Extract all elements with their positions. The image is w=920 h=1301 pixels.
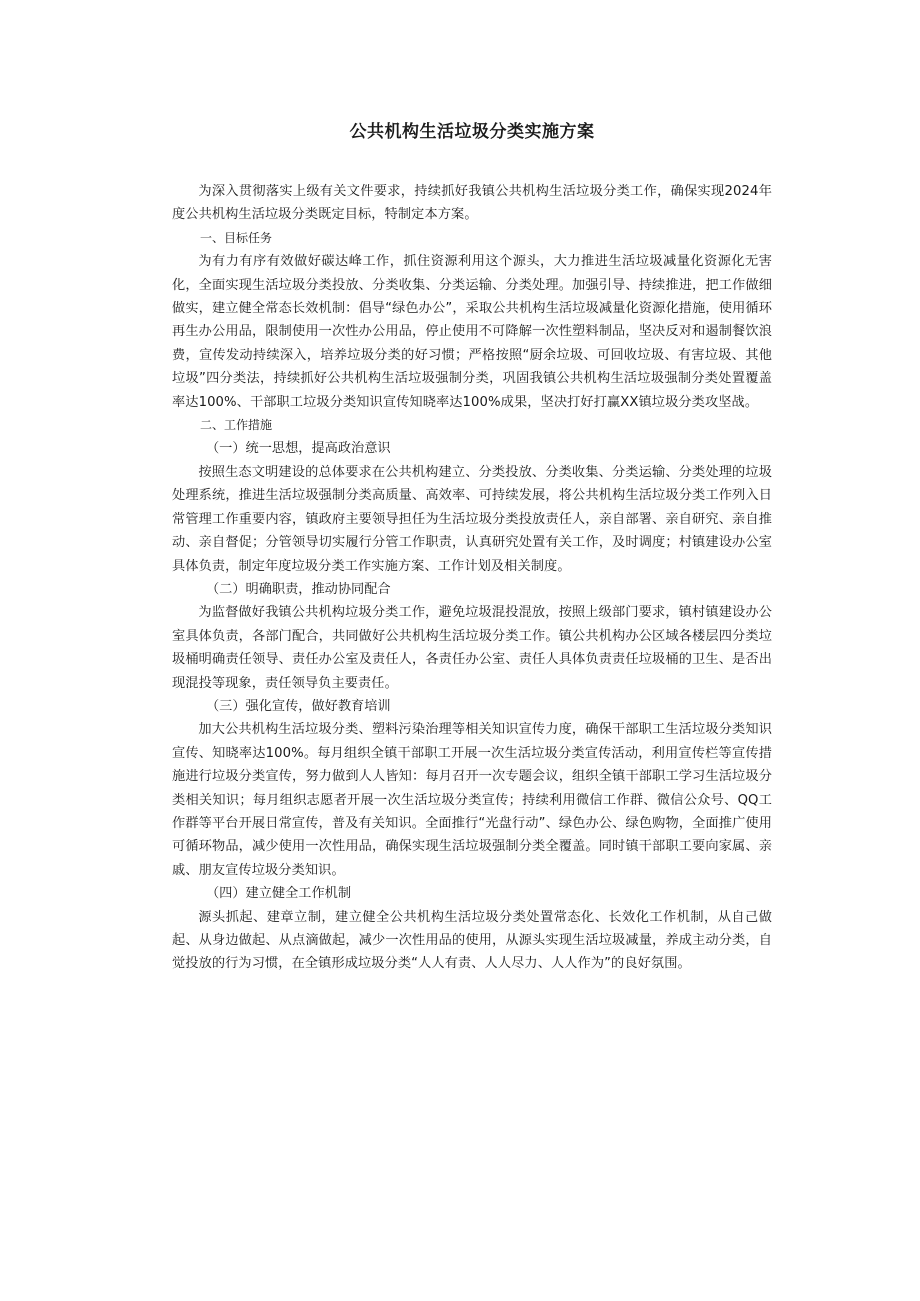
body-work-mechanism: 源头抓起、建章立制，建立健全公共机构生活垃圾分类处置常态化、长效化工作机制，从自己做起、从身边做起、从点滴做起，减少一次性用品的使用，从源头实现生活垃圾减量，养成主动分类，自觉投放的行为习惯，在全镇形成垃圾分类“人人有责、人人尽力、人人作为”的良好氛围。 [172, 909, 772, 972]
body-publicity-training: 加大公共机构生活垃圾分类、塑料污染治理等相关知识宣传力度，确保干部职工生活垃圾分类知识宣传、知晓率达100%。每月组织全镇干部职工开展一次生活垃圾分类宣传活动，利用宣传栏等宣传措施进行垃圾分类宣传，努力做到人人皆知：每月召开一次专题会议，组织全镇干部职工学习生活垃圾分类相关知识；每月组织志愿者开展一次生活垃圾分类宣传；持续利用微信工作群、微信公众号、QQ工作群等平台开展日常宣传，普及有关知识。全面推行“光盘行动”、绿色办公、绿色购物，全面推广使用可循环物品，减少使用一次性用品，确保实现生活垃圾强制分类全覆盖。同时镇干部职工要向家属、亲戚、朋友宣传垃圾分类知识。 [172, 722, 772, 878]
subheading-publicity-training: （三）强化宣传，做好教育培训 [206, 698, 391, 714]
section-heading-measures: 二、工作措施 [200, 418, 273, 433]
section-body-goals: 为有力有序有效做好碳达峰工作，抓住资源利用这个源头，大力推进生活垃圾减量化资源化无害化，全面实现生活垃圾分类投放、分类收集、分类运输、分类处理。加强引导、持续推进，把工作做细做实，建立健全常态长效机制：倡导“绿色办公”，采取公共机构生活垃圾减量化资源化措施，使用循环再生办公用品，限制使用一次性办公用品，停止使用不可降解一次性塑料制品，坚决反对和遏制餐饮浪费，宣传发动持续深入，培养垃圾分类的好习惯；严格按照“厨余垃圾、可回收垃圾、有害垃圾、其他垃圾”四分类法，持续抓好公共机构生活垃圾强制分类，巩固我镇公共机构生活垃圾强制分类处置覆盖率达100%、干部职工垃圾分类知识宣传知晓率达100%成果，坚决打好打赢XX镇垃圾分类攻坚战。 [172, 254, 772, 410]
subheading-unify-thinking: （一）统一思想，提高政治意识 [206, 441, 391, 457]
document-title: 公共机构生活垃圾分类实施方案 [349, 122, 595, 142]
body-clarify-duties: 为监督做好我镇公共机构垃圾分类工作，避免垃圾混投混放，按照上级部门要求，镇村镇建设办公室具体负责，各部门配合，共同做好公共机构生活垃圾分类工作。镇公共机构办公区域各楼层四分类垃圾桶明确责任领导、责任办公室及责任人，各责任办公室、责任人具体负责责任垃圾桶的卫生、是否出现混投等现象，责任领导负主要责任。 [172, 605, 772, 691]
subheading-clarify-duties: （二）明确职责，推动协同配合 [206, 581, 391, 597]
subheading-work-mechanism: （四）建立健全工作机制 [206, 886, 352, 902]
section-heading-goals: 一、目标任务 [200, 230, 273, 245]
document-page [172, 118, 772, 976]
intro-paragraph: 为深入贯彻落实上级有关文件要求，持续抓好我镇公共机构生活垃圾分类工作，确保实现2024年度公共机构生活垃圾分类既定目标，特制定本方案。 [172, 184, 772, 223]
body-unify-thinking: 按照生态文明建设的总体要求在公共机构建立、分类投放、分类收集、分类运输、分类处理的垃圾处理系统，推进生活垃圾强制分类高质量、高效率、可持续发展，将公共机构生活垃圾分类工作列入日常管理工作重要内容，镇政府主要领导担任为生活垃圾分类投放责任人，亲自部署、亲自研究、亲自推动、亲自督促；分管领导切实履行分管工作职责，认真研究处置有关工作，及时调度；村镇建设办公室具体负责，制定年度垃圾分类工作实施方案、工作计划及相关制度。 [172, 464, 772, 574]
